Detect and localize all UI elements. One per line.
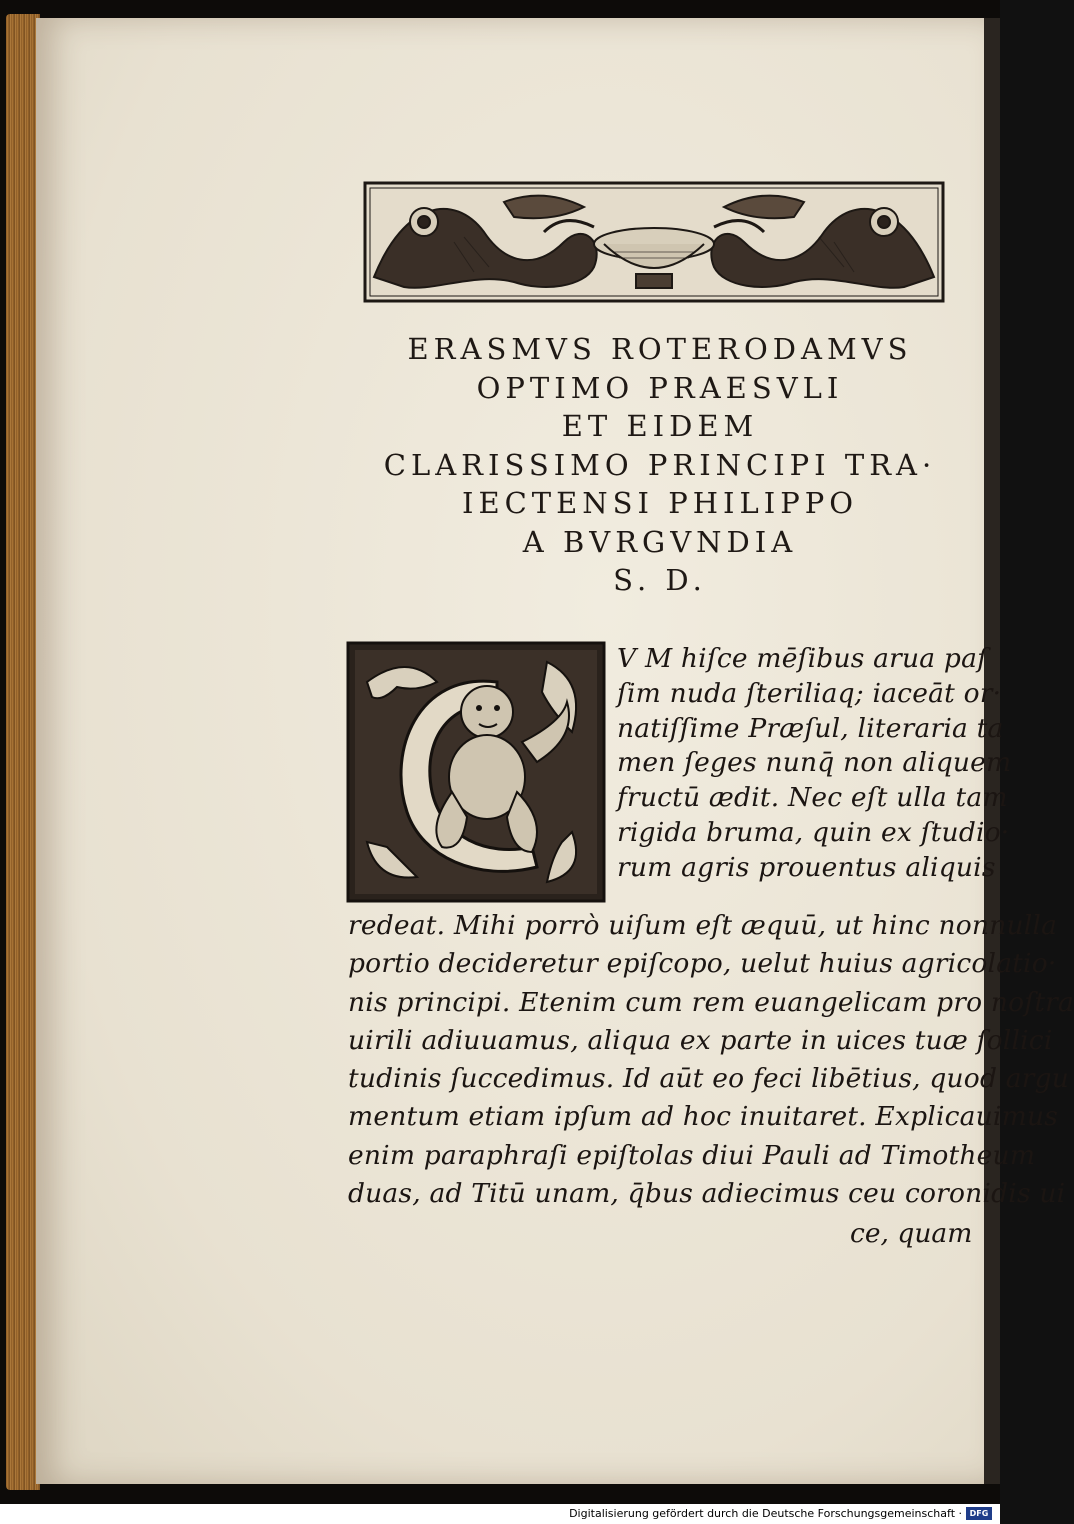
heading-line: ET EIDEM [561, 409, 759, 443]
heading-line: S. D. [613, 563, 707, 597]
text-line: mentum etiam ipſum ad hoc inuitaret. Explicauimus [348, 1101, 1059, 1133]
heading-line: IECTENSI PHILIPPO [461, 486, 858, 520]
footer-credit-text: Digitalisierung gefördert durch die Deutsche Forschungsgemeinschaft · [569, 1507, 962, 1520]
heading-line: ERASMVS ROTERODAMVS [407, 332, 913, 366]
heading-line: A BVRGVNDIA [522, 524, 798, 559]
text-beside-initial [617, 642, 1011, 886]
text-line: ſim nuda ſteriliaq; iaceāt or· [617, 677, 1002, 709]
main-text-block [348, 907, 1074, 1213]
heading-line: OPTIMO PRAESVLI [476, 370, 844, 405]
catchword: ce, quam [850, 1218, 973, 1249]
decorated-initial-c [347, 642, 605, 902]
text-line: tudinis ſuccedimus. Id aūt eo feci libētius, quod argu [348, 1063, 1070, 1095]
text-line: men ſeges nunq̄ non aliquem [617, 747, 1012, 779]
text-line: nis principi. Etenim cum rem euangelicam pro noſtra [348, 986, 1074, 1018]
headpiece-ornament [364, 182, 944, 302]
dedication-heading [360, 330, 960, 600]
text-line: rum agris prouentus aliquis [617, 851, 996, 883]
text-line: fructū ædit. Nec eſt ulla tam [617, 782, 1008, 814]
text-line: redeat. Mihi porrò uiſum eſt æquū, ut hinc nonnulla [348, 910, 1058, 941]
digitization-footer [0, 1504, 1000, 1524]
heading-line: CLARISSIMO PRINCIPI TRA· [383, 447, 937, 482]
text-line: enim paraphraſi epiſtolas diui Pauli ad Timotheum [348, 1139, 1036, 1171]
text-line: duas, ad Titū unam, q̄bus adiecimus ceu coronidis ui [348, 1178, 1066, 1210]
book-page-edges [6, 14, 40, 1490]
text-line: V M hiſce mēſibus arua paſ [617, 643, 988, 674]
dfg-logo: DFG [966, 1507, 992, 1520]
text-line: uirili adiuuamus, aliqua ex parte in uices tuæ ſollici [348, 1024, 1053, 1056]
text-line: rigida bruma, quin ex ſtudio· [617, 816, 1010, 848]
text-line: natiſſime Præſul, literaria ta [617, 712, 1004, 744]
text-line: portio decideretur epiſcopo, uelut huius agricolatio· [348, 948, 1057, 980]
